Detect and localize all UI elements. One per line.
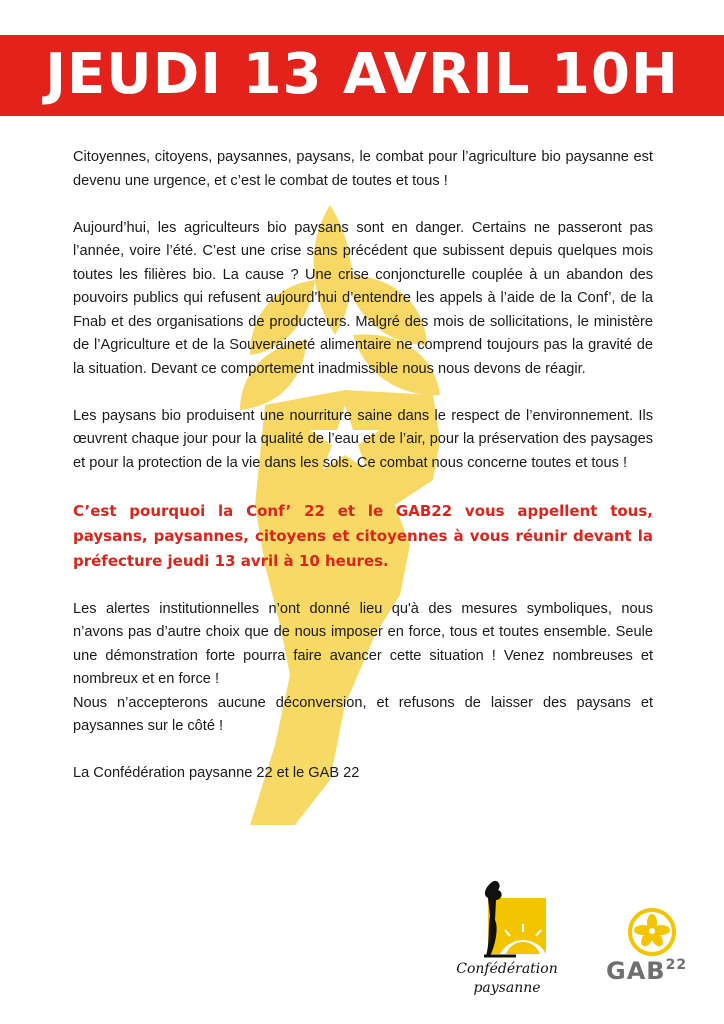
- paragraph-alerts: Les alertes institutionnelles n’ont donné lieu qu'à des mesures symboliques, nous n’avons pas d’autre choix que de nous imposer en force, tous et toutes ensemble. Seule une démonstration forte pourra faire avancer cette situation ! Venez nombreuses et nombreux et en force !: [73, 600, 653, 687]
- confederation-paysanne-name: [454, 960, 560, 998]
- body-text: [73, 146, 653, 786]
- confederation-line2: paysanne: [473, 980, 541, 996]
- call-to-action: C’est pourquoi la Conf’ 22 et le GAB22 vous appellent tous, paysans, paysannes, citoyens et citoyennes à vous réunir devant la préfecture jeudi 13 avril à 10 heures.: [73, 501, 653, 570]
- banner-title: JEUDI 13 AVRIL 10H: [45, 42, 679, 107]
- paragraph-intro: Citoyennes, citoyens, paysannes, paysans, le combat pour l’agriculture bio paysanne est devenu une urgence, et c’est le combat de toutes et tous !: [73, 149, 653, 189]
- title-banner: [0, 35, 724, 116]
- paragraph-environment: Les paysans bio produisent une nourriture saine dans le respect de l’environnement. Ils œuvrent chaque jour pour la qualité de l’eau et de l’air, pour la préservation des paysages et pour la protection de la vie dans les sols. Ce combat nous concerne toutes et tous !: [73, 407, 653, 471]
- signature: La Confédération paysanne 22 et le GAB 22: [73, 765, 360, 781]
- gab-label: GAB: [606, 957, 666, 985]
- paragraph-refusal: Nous n’accepterons aucune déconversion, et refusons de laisser des paysans et paysannes sur le côté !: [73, 694, 653, 734]
- gab22-wordmark: [606, 957, 687, 985]
- confederation-line1: Confédération: [456, 961, 558, 977]
- paragraph-crisis: Aujourd’hui, les agriculteurs bio paysans sont en danger. Certains ne passeront pas l’année, voire l’été. C’est une crise sans précédent que subissent depuis quelques mois toutes les filières bio. La cause ? Une crise conjoncturelle couplée à un abandon des pouvoirs publics qui refusent aujourd’hui d’entendre les appels à l’aide de la Conf’, de la Fnab et des organisations de producteurs. Malgré des mois de sollicitations, le ministère de l’Agriculture et de la Souveraineté alimentaire ne comprend toujours pas la gravité de la situation. Devant ce comportement inadmissible nous nous devons de réagir.: [73, 219, 653, 377]
- gab-number: 22: [665, 957, 688, 973]
